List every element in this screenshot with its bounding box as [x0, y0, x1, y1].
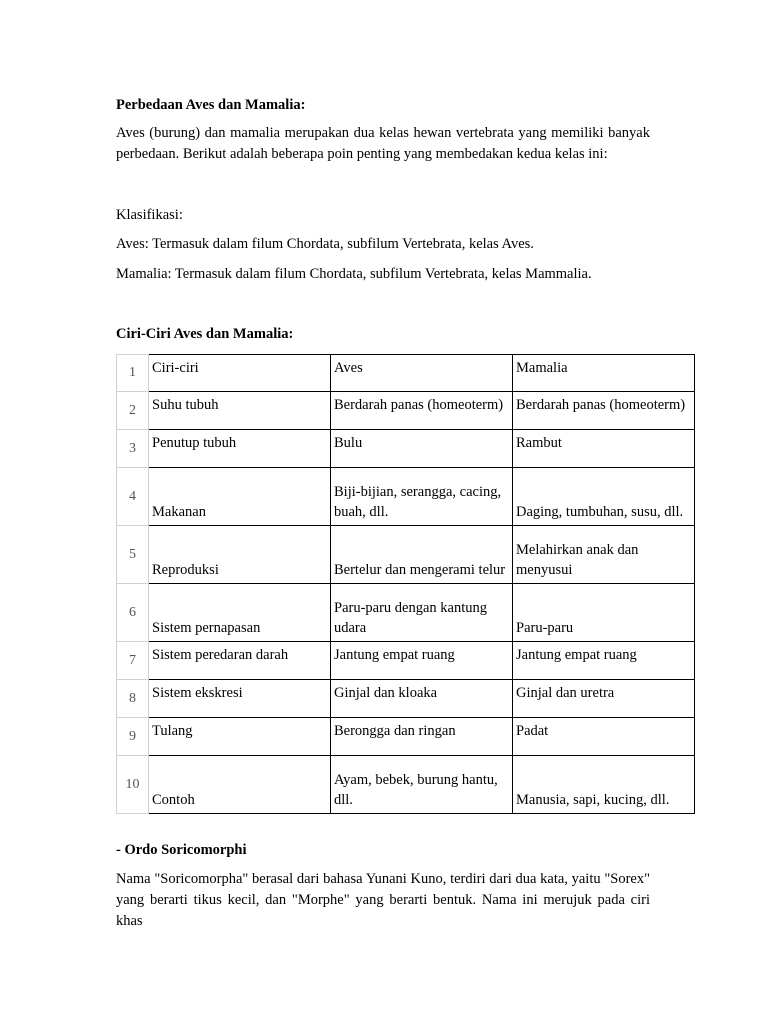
intro-paragraph: Aves (burung) dan mamalia merupakan dua kelas hewan vertebrata yang memiliki banyak perbedaan. Berikut adalah beberapa poin penting yang membedakan kedua kelas ini: — [116, 125, 650, 162]
cell-mamalia: Paru-paru — [513, 584, 695, 642]
header-aves: Aves — [331, 355, 513, 392]
row-number: 1 — [117, 355, 149, 392]
cell-mamalia: Padat — [513, 718, 695, 756]
table-row — [117, 642, 695, 680]
row-number: 3 — [117, 430, 149, 468]
cell-aves: Biji-bijian, serangga, cacing, buah, dll. — [331, 468, 513, 526]
row-number: 7 — [117, 642, 149, 680]
klasifikasi-mamalia: Mamalia: Termasuk dalam filum Chordata, subfilum Vertebrata, kelas Mammalia. — [116, 266, 592, 282]
row-number: 10 — [117, 756, 149, 814]
table-row — [117, 584, 695, 642]
table-row — [117, 468, 695, 526]
row-number: 8 — [117, 680, 149, 718]
ordo-heading: - Ordo Soricomorphi — [116, 842, 247, 858]
cell-aves: Jantung empat ruang — [331, 642, 513, 680]
cell-aves: Bulu — [331, 430, 513, 468]
klasifikasi-heading: Klasifikasi: — [116, 207, 183, 223]
cell-mamalia: Rambut — [513, 430, 695, 468]
cell-ciri: Sistem pernapasan — [149, 584, 331, 642]
row-number: 9 — [117, 718, 149, 756]
cell-aves: Paru-paru dengan kantung udara — [331, 584, 513, 642]
cell-ciri: Suhu tubuh — [149, 392, 331, 430]
table-row — [117, 526, 695, 584]
table-row — [117, 392, 695, 430]
document-title: Perbedaan Aves dan Mamalia: — [116, 97, 306, 113]
cell-ciri: Sistem ekskresi — [149, 680, 331, 718]
cell-ciri: Makanan — [149, 468, 331, 526]
cell-mamalia: Manusia, sapi, kucing, dll. — [513, 756, 695, 814]
cell-aves: Bertelur dan mengerami telur — [331, 526, 513, 584]
header-mamalia: Mamalia — [513, 355, 695, 392]
ciri-heading: Ciri-Ciri Aves dan Mamalia: — [116, 326, 294, 342]
row-number: 6 — [117, 584, 149, 642]
header-ciri: Ciri-ciri — [149, 355, 331, 392]
row-number: 2 — [117, 392, 149, 430]
table-row — [117, 756, 695, 814]
comparison-table — [116, 354, 686, 814]
cell-aves: Ginjal dan kloaka — [331, 680, 513, 718]
table-row — [117, 355, 695, 392]
klasifikasi-aves: Aves: Termasuk dalam filum Chordata, subfilum Vertebrata, kelas Aves. — [116, 236, 534, 252]
cell-ciri: Reproduksi — [149, 526, 331, 584]
cell-mamalia: Daging, tumbuhan, susu, dll. — [513, 468, 695, 526]
cell-mamalia: Jantung empat ruang — [513, 642, 695, 680]
row-number: 4 — [117, 468, 149, 526]
ordo-paragraph: Nama "Soricomorpha" berasal dari bahasa Yunani Kuno, terdiri dari dua kata, yaitu "Sorex" yang berarti tikus kecil, dan "Morphe" yang berarti bentuk. Nama ini merujuk pada ciri khas — [116, 871, 650, 929]
cell-mamalia: Melahirkan anak dan menyusui — [513, 526, 695, 584]
cell-ciri: Tulang — [149, 718, 331, 756]
table-row — [117, 718, 695, 756]
row-number: 5 — [117, 526, 149, 584]
table-row — [117, 430, 695, 468]
table-row — [117, 680, 695, 718]
cell-mamalia: Ginjal dan uretra — [513, 680, 695, 718]
cell-mamalia: Berdarah panas (homeoterm) — [513, 392, 695, 430]
cell-ciri: Penutup tubuh — [149, 430, 331, 468]
cell-aves: Ayam, bebek, burung hantu, dll. — [331, 756, 513, 814]
cell-aves: Berongga dan ringan — [331, 718, 513, 756]
cell-ciri: Contoh — [149, 756, 331, 814]
cell-ciri: Sistem peredaran darah — [149, 642, 331, 680]
cell-aves: Berdarah panas (homeoterm) — [331, 392, 513, 430]
